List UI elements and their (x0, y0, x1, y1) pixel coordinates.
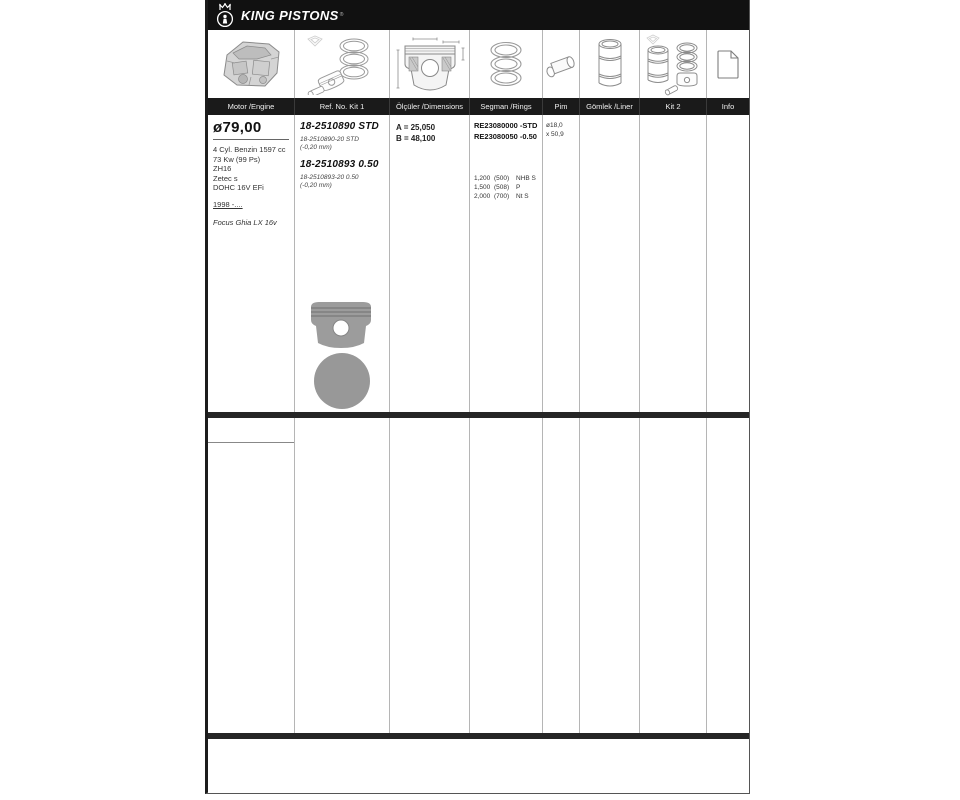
ring-size-row: 1,500 (508) P (474, 184, 521, 191)
empty-dimensions-cell (390, 418, 470, 733)
pin-diameter: ø18,0 (546, 122, 563, 129)
part-number-variant: 18-2510893-20 0.50 (300, 174, 359, 181)
header-pin: Pim (543, 98, 580, 115)
registered-mark: ® (339, 12, 344, 18)
kit1-item (300, 159, 384, 190)
info-cell-empty (707, 115, 749, 412)
engine-spec: Zetec s (213, 173, 238, 183)
column-icons-row (208, 30, 749, 98)
empty-pin-cell (543, 418, 580, 733)
dimension-b: B = 48,100 (396, 134, 436, 143)
piston-pin-icon (543, 30, 580, 98)
kit1-cell (295, 115, 390, 412)
info-sheet-icon (707, 30, 749, 98)
engine-spec: 4 Cyl. Benzin 1597 cc (213, 145, 286, 154)
variant-note: (-0,20 mm) (300, 144, 332, 151)
piston-top-photo (314, 353, 370, 409)
make-logo-sketch (308, 36, 322, 46)
ring-size-row: 1,200 (500) NHB S (474, 175, 536, 182)
empty-kit1-cell (295, 418, 390, 733)
catalog-page (205, 0, 750, 794)
variant-note: (-0,20 mm) (300, 182, 332, 189)
king-crown-logo-icon (214, 2, 236, 28)
empty-kit2-cell (640, 418, 707, 733)
full-kit-icon (640, 30, 707, 98)
brand-name: KING PISTONS (241, 7, 339, 23)
header-ref-no-kit1: Ref. No. Kit 1 (295, 98, 390, 115)
make-logo-sketch (647, 35, 659, 44)
part-number-variant: 18-2510890-20 STD (300, 136, 359, 143)
header-motor-engine: Motor /Engine (208, 98, 295, 115)
engine-cell (208, 115, 295, 412)
engine-spec: 73 Kw (99 Ps) (213, 154, 261, 164)
piston-side-photo (304, 299, 378, 349)
brand-header (208, 0, 749, 30)
ring-size-row: 2,000 (700) Nt S (474, 193, 529, 200)
empty-rings-cell (470, 418, 543, 733)
ring-sizes-list (474, 174, 538, 201)
header-rings: Segman /Rings (470, 98, 543, 115)
rings-part-number: RE23080050 -0.50 (474, 131, 537, 141)
bore-underline (208, 442, 294, 443)
pin-cell (543, 115, 580, 412)
engine-spec: DOHC 16V EFi (213, 183, 264, 192)
piston-kit-icon (295, 30, 390, 98)
engine-photo-icon (208, 30, 295, 98)
piston-rings-icon (470, 30, 543, 98)
catalog-data-row (208, 115, 749, 412)
engine-spec: ZH16 (213, 164, 232, 173)
production-years: 1998 -.... (213, 199, 243, 209)
dimensions-cell (390, 115, 470, 412)
cylinder-liner-icon (580, 30, 640, 98)
piston-dimensions-icon (390, 30, 470, 98)
page-footer (208, 739, 749, 793)
part-number: 18-2510893 0.50 (300, 159, 379, 170)
kit1-item (300, 121, 384, 152)
rings-part-number: RE23080000 -STD (474, 121, 538, 130)
dimension-a: A = 25,050 (396, 123, 436, 132)
header-liner: Gömlek /Liner (580, 98, 640, 115)
empty-info-cell (707, 418, 749, 733)
vehicle-model: Focus Ghia LX 16v (213, 217, 277, 227)
table-header-row (208, 98, 749, 115)
pin-length: x 50,9 (546, 130, 564, 138)
bore-size: ø79,00 (213, 119, 289, 140)
empty-liner-cell (580, 418, 640, 733)
header-info: Info (721, 102, 735, 111)
liner-cell-empty (580, 115, 640, 412)
header-kit2: Kit 2 (640, 98, 707, 115)
header-dimensions: Ölçüler /Dimensions (390, 98, 470, 115)
part-number: 18-2510890 STD (300, 121, 379, 132)
rings-cell (470, 115, 543, 412)
empty-catalog-row (208, 418, 749, 733)
empty-engine-cell (208, 418, 295, 733)
kit2-cell-empty (640, 115, 707, 412)
